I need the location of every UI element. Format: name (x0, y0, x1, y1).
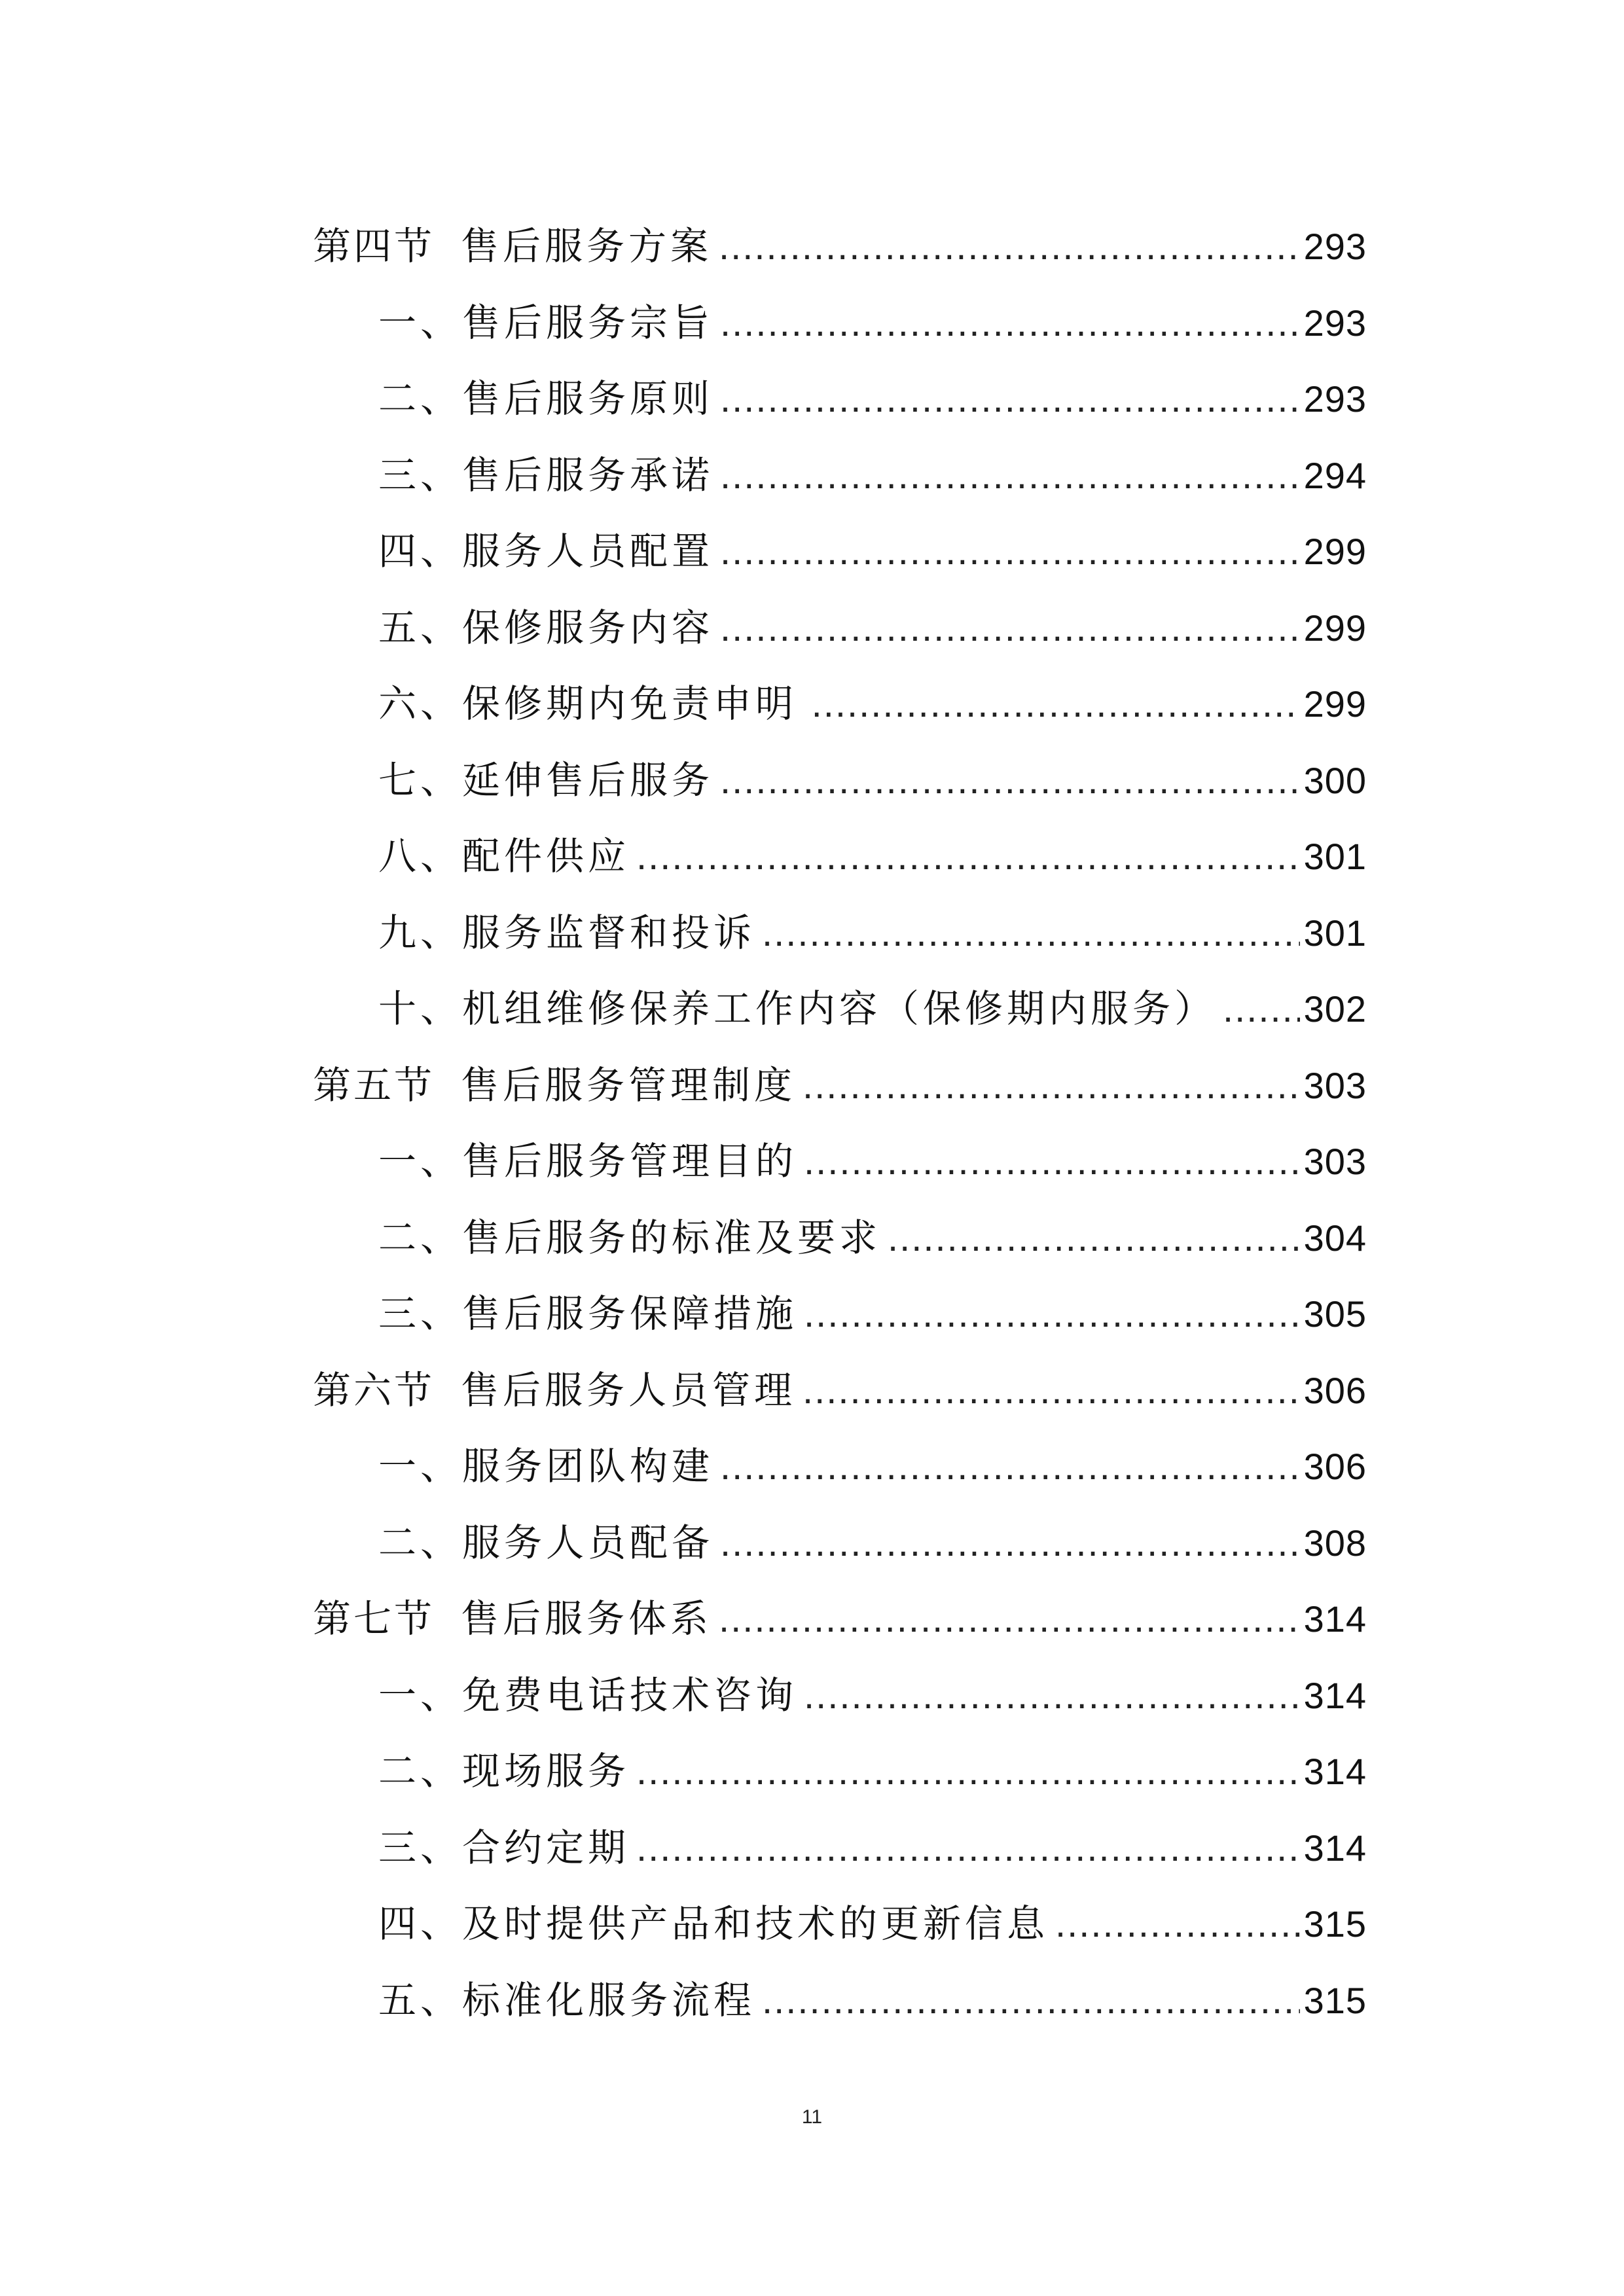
toc-dot-leader (762, 895, 1300, 972)
toc-entry-title: 四、及时提供产品和技术的更新信息 (378, 1901, 1049, 1946)
page-number: 11 (801, 2106, 823, 2128)
toc-entry-title: 三、合约定期 (378, 1825, 630, 1870)
toc-subsection-entry[interactable] (313, 590, 1367, 666)
toc-section-entry[interactable] (313, 1352, 1367, 1429)
toc-entry-title: 三、售后服务承诺 (378, 452, 714, 497)
toc-subsection-entry[interactable] (313, 513, 1367, 590)
toc-page-number: 299 (1303, 683, 1367, 725)
toc-section-number: 第四节 (313, 224, 435, 268)
toc-dot-leader (720, 1429, 1300, 1505)
toc-dot-leader (720, 438, 1300, 514)
toc-subsection-entry[interactable] (313, 818, 1367, 895)
toc-subsection-entry[interactable] (313, 1276, 1367, 1352)
toc-subsection-entry[interactable] (313, 361, 1367, 437)
toc-subsection-entry[interactable] (313, 1886, 1367, 1962)
toc-entry-title: 售后服务方案 (461, 224, 713, 268)
toc-dot-leader (720, 514, 1300, 590)
toc-subsection-entry[interactable] (313, 1962, 1367, 2039)
toc-page-number: 303 (1303, 1064, 1367, 1106)
toc-dot-leader (636, 1810, 1300, 1887)
toc-page-number: 315 (1303, 1979, 1367, 2021)
toc-dot-leader (803, 1048, 1300, 1124)
toc-page-number: 294 (1303, 454, 1367, 496)
toc-dot-leader (719, 1581, 1300, 1658)
toc-page-number: 314 (1303, 1827, 1367, 1869)
table-of-contents (313, 208, 1367, 2038)
toc-entry-title: 五、标准化服务流程 (378, 1977, 756, 2022)
toc-page-number: 305 (1303, 1293, 1367, 1335)
toc-page-number: 299 (1303, 607, 1367, 649)
toc-entry-title: 一、服务团队构建 (378, 1444, 714, 1488)
toc-page-number: 293 (1303, 226, 1367, 267)
toc-page-number: 314 (1303, 1751, 1367, 1792)
toc-entry-title: 三、售后服务保障措施 (378, 1291, 798, 1336)
toc-entry-title: 六、保修期内免责申明 (378, 681, 798, 726)
toc-section-entry[interactable] (313, 208, 1367, 285)
toc-entry-title: 一、免费电话技术咨询 (378, 1672, 798, 1717)
toc-page-number: 306 (1303, 1369, 1367, 1411)
toc-entry-title: 四、服务人员配置 (378, 529, 714, 573)
toc-section-number: 第七节 (313, 1596, 435, 1641)
toc-subsection-entry[interactable] (313, 742, 1367, 819)
toc-entry-title: 十、机组维修保养工作内容（保修期内服务） (378, 986, 1217, 1031)
toc-entry-title: 二、服务人员配备 (378, 1520, 714, 1565)
toc-subsection-entry[interactable] (313, 895, 1367, 971)
toc-entry-title: 售后服务人员管理 (461, 1367, 797, 1412)
toc-page-number: 293 (1303, 302, 1367, 344)
toc-entry-title: 二、售后服务的标准及要求 (378, 1215, 882, 1260)
toc-dot-leader (804, 1276, 1300, 1353)
toc-dot-leader (1055, 1886, 1300, 1963)
toc-section-number: 第六节 (313, 1367, 435, 1412)
toc-subsection-entry[interactable] (313, 437, 1367, 514)
toc-dot-leader (720, 1505, 1300, 1582)
toc-entry-title: 一、售后服务宗旨 (378, 300, 714, 345)
toc-subsection-entry[interactable] (313, 1123, 1367, 1200)
toc-dot-leader (762, 1963, 1300, 2039)
toc-dot-leader (720, 361, 1300, 438)
toc-page-number: 300 (1303, 759, 1367, 801)
toc-dot-leader (719, 209, 1300, 285)
toc-page-number: 308 (1303, 1522, 1367, 1564)
toc-page-number: 314 (1303, 1598, 1367, 1640)
toc-dot-leader (803, 1353, 1300, 1429)
toc-entry-title: 二、售后服务原则 (378, 376, 714, 421)
toc-page-number: 299 (1303, 531, 1367, 572)
toc-entry-title: 九、服务监督和投诉 (378, 910, 756, 955)
toc-section-number: 第五节 (313, 1062, 435, 1107)
toc-subsection-entry[interactable] (313, 1810, 1367, 1886)
toc-dot-leader (720, 743, 1300, 819)
toc-entry-title: 七、延伸售后服务 (378, 757, 714, 802)
toc-dot-leader (636, 819, 1300, 895)
toc-subsection-entry[interactable] (313, 971, 1367, 1047)
toc-page-number: 302 (1303, 988, 1367, 1030)
toc-dot-leader (804, 1658, 1300, 1734)
toc-section-entry[interactable] (313, 1047, 1367, 1124)
toc-page-number: 304 (1303, 1217, 1367, 1259)
toc-dot-leader (720, 590, 1300, 667)
toc-page-number: 315 (1303, 1903, 1367, 1945)
toc-dot-leader (636, 1734, 1300, 1810)
toc-subsection-entry[interactable] (313, 285, 1367, 361)
toc-entry-title: 售后服务体系 (461, 1596, 713, 1641)
toc-entry-title: 一、售后服务管理目的 (378, 1139, 798, 1183)
toc-dot-leader (720, 285, 1300, 362)
toc-page-number: 314 (1303, 1674, 1367, 1716)
toc-dot-leader (804, 1124, 1300, 1200)
toc-subsection-entry[interactable] (313, 1657, 1367, 1734)
toc-subsection-entry[interactable] (313, 1505, 1367, 1581)
toc-subsection-entry[interactable] (313, 1428, 1367, 1505)
toc-subsection-entry[interactable] (313, 1200, 1367, 1276)
toc-page-number: 303 (1303, 1141, 1367, 1182)
toc-entry-title: 五、保修服务内容 (378, 605, 714, 650)
toc-page-number: 301 (1303, 836, 1367, 877)
toc-page-number: 293 (1303, 378, 1367, 420)
toc-page-number: 306 (1303, 1446, 1367, 1487)
toc-entry-title: 售后服务管理制度 (461, 1062, 797, 1107)
toc-subsection-entry[interactable] (313, 1733, 1367, 1810)
toc-subsection-entry[interactable] (313, 666, 1367, 742)
toc-entry-title: 八、配件供应 (378, 834, 630, 878)
toc-entry-title: 二、现场服务 (378, 1749, 630, 1793)
toc-dot-leader (888, 1200, 1300, 1277)
toc-dot-leader (1223, 971, 1300, 1048)
toc-page-number: 301 (1303, 912, 1367, 954)
toc-dot-leader (812, 666, 1300, 743)
toc-section-entry[interactable] (313, 1581, 1367, 1657)
